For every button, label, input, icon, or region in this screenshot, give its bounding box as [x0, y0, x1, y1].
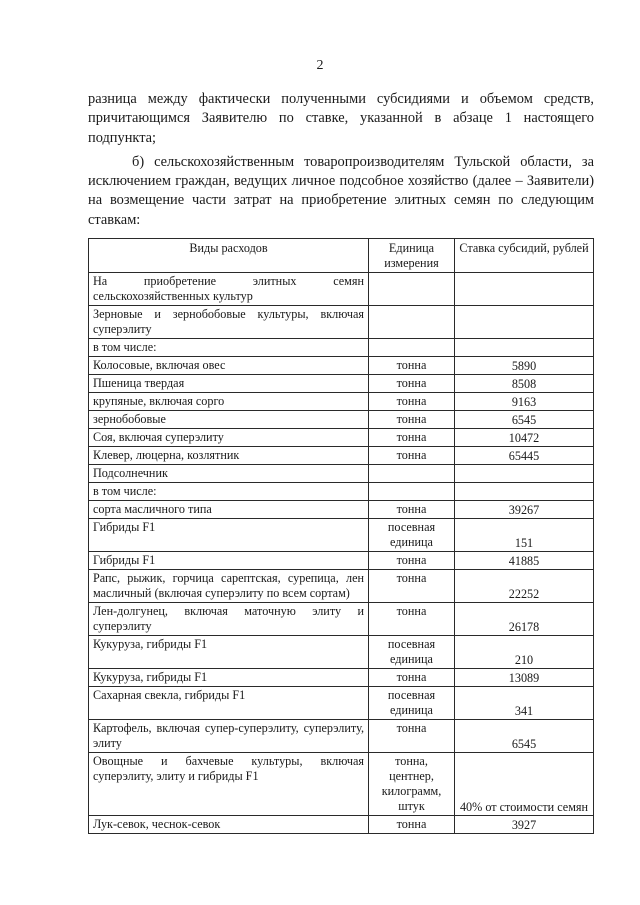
cell-rate: 13089: [455, 669, 594, 687]
cell-kind: Овощные и бахчевые культуры, включая суперэлиту, элиту и гибриды F1: [89, 753, 369, 816]
intro-paragraph-2: б) сельскохозяйственным товаропроизводителям Тульской области, за исключением граждан, ведущих личное подсобное хозяйство (далее – Заявители) на возмещение части затрат на приобретение элитных семян по следующим ставкам:: [88, 153, 594, 228]
table-row: [89, 393, 594, 411]
table-row: [89, 519, 594, 552]
table-row: [89, 501, 594, 519]
table-row: [89, 465, 594, 483]
cell-kind: Кукуруза, гибриды F1: [89, 669, 369, 687]
cell-rate: [455, 273, 594, 306]
cell-rate: [455, 306, 594, 339]
cell-kind: Картофель, включая супер-суперэлиту, суперэлиту, элиту: [89, 720, 369, 753]
table-row: [89, 603, 594, 636]
cell-rate: 65445: [455, 447, 594, 465]
cell-unit: тонна: [369, 393, 455, 411]
cell-kind: в том числе:: [89, 339, 369, 357]
cell-rate: [455, 465, 594, 483]
cell-kind: Подсолнечник: [89, 465, 369, 483]
cell-unit: тонна: [369, 375, 455, 393]
table-row: [89, 375, 594, 393]
table-row: [89, 447, 594, 465]
table-row: [89, 816, 594, 834]
cell-unit: тонна: [369, 447, 455, 465]
cell-unit: тонна: [369, 669, 455, 687]
cell-kind: Лен-долгунец, включая маточную элиту и суперэлиту: [89, 603, 369, 636]
cell-unit: тонна: [369, 552, 455, 570]
cell-unit: [369, 339, 455, 357]
cell-kind: зернобобовые: [89, 411, 369, 429]
cell-kind: Клевер, люцерна, козлятник: [89, 447, 369, 465]
cell-kind: На приобретение элитных семян сельскохозяйственных культур: [89, 273, 369, 306]
header-kind: Виды расходов: [89, 239, 369, 273]
table-header-row: [89, 239, 594, 273]
cell-unit: [369, 306, 455, 339]
table-row: [89, 570, 594, 603]
table-row: [89, 483, 594, 501]
cell-rate: [455, 339, 594, 357]
table-row: [89, 720, 594, 753]
cell-rate: 6545: [455, 411, 594, 429]
cell-rate: 22252: [455, 570, 594, 603]
cell-unit: тонна: [369, 603, 455, 636]
header-unit: Единица измерения: [369, 239, 455, 273]
cell-unit: [369, 273, 455, 306]
table-row: [89, 552, 594, 570]
cell-unit: посевная единица: [369, 636, 455, 669]
cell-rate: 26178: [455, 603, 594, 636]
cell-rate: 151: [455, 519, 594, 552]
cell-unit: тонна: [369, 570, 455, 603]
cell-rate: 9163: [455, 393, 594, 411]
cell-kind: Колосовые, включая овес: [89, 357, 369, 375]
table-row: [89, 687, 594, 720]
cell-kind: Рапс, рыжик, горчица сарептская, сурепица, лен масличный (включая суперэлиту по всем сортам): [89, 570, 369, 603]
subsidy-rates-table: [88, 238, 594, 834]
cell-unit: тонна: [369, 816, 455, 834]
cell-unit: [369, 483, 455, 501]
cell-unit: тонна, центнер, килограмм, штук: [369, 753, 455, 816]
cell-rate: 8508: [455, 375, 594, 393]
header-rate: Ставка субсидий, рублей: [455, 239, 594, 273]
table-row: [89, 429, 594, 447]
table-row: [89, 339, 594, 357]
table-body: [89, 273, 594, 834]
cell-rate: 41885: [455, 552, 594, 570]
cell-unit: тонна: [369, 429, 455, 447]
cell-kind: Сахарная свекла, гибриды F1: [89, 687, 369, 720]
cell-kind: Зерновые и зернобобовые культуры, включая суперэлиту: [89, 306, 369, 339]
cell-kind: крупяные, включая сорго: [89, 393, 369, 411]
cell-unit: тонна: [369, 357, 455, 375]
cell-rate: 210: [455, 636, 594, 669]
cell-unit: посевная единица: [369, 519, 455, 552]
cell-rate: 40% от стоимости семян: [455, 753, 594, 816]
page-number: 2: [316, 58, 324, 73]
table-row: [89, 306, 594, 339]
cell-rate: 39267: [455, 501, 594, 519]
cell-kind: Пшеница твердая: [89, 375, 369, 393]
cell-kind: Кукуруза, гибриды F1: [89, 636, 369, 669]
intro-text: [88, 90, 594, 230]
cell-rate: [455, 483, 594, 501]
cell-rate: 6545: [455, 720, 594, 753]
cell-kind: Лук-севок, чеснок-севок: [89, 816, 369, 834]
cell-unit: тонна: [369, 720, 455, 753]
cell-kind: в том числе:: [89, 483, 369, 501]
cell-rate: 3927: [455, 816, 594, 834]
table-row: [89, 636, 594, 669]
cell-kind: Гибриды F1: [89, 552, 369, 570]
table-row: [89, 357, 594, 375]
cell-kind: Соя, включая суперэлиту: [89, 429, 369, 447]
table-row: [89, 669, 594, 687]
cell-kind: Гибриды F1: [89, 519, 369, 552]
table-row: [89, 273, 594, 306]
cell-unit: тонна: [369, 411, 455, 429]
cell-kind: сорта масличного типа: [89, 501, 369, 519]
cell-unit: посевная единица: [369, 687, 455, 720]
table-row: [89, 411, 594, 429]
cell-unit: [369, 465, 455, 483]
cell-rate: 341: [455, 687, 594, 720]
cell-unit: тонна: [369, 501, 455, 519]
table-row: [89, 753, 594, 816]
intro-paragraph-1: разница между фактически полученными субсидиями и объемом средств, причитающимся Заявителю по ставке, указанной в абзаце 1 настоящего подпункта;: [88, 91, 594, 146]
cell-rate: 5890: [455, 357, 594, 375]
cell-rate: 10472: [455, 429, 594, 447]
